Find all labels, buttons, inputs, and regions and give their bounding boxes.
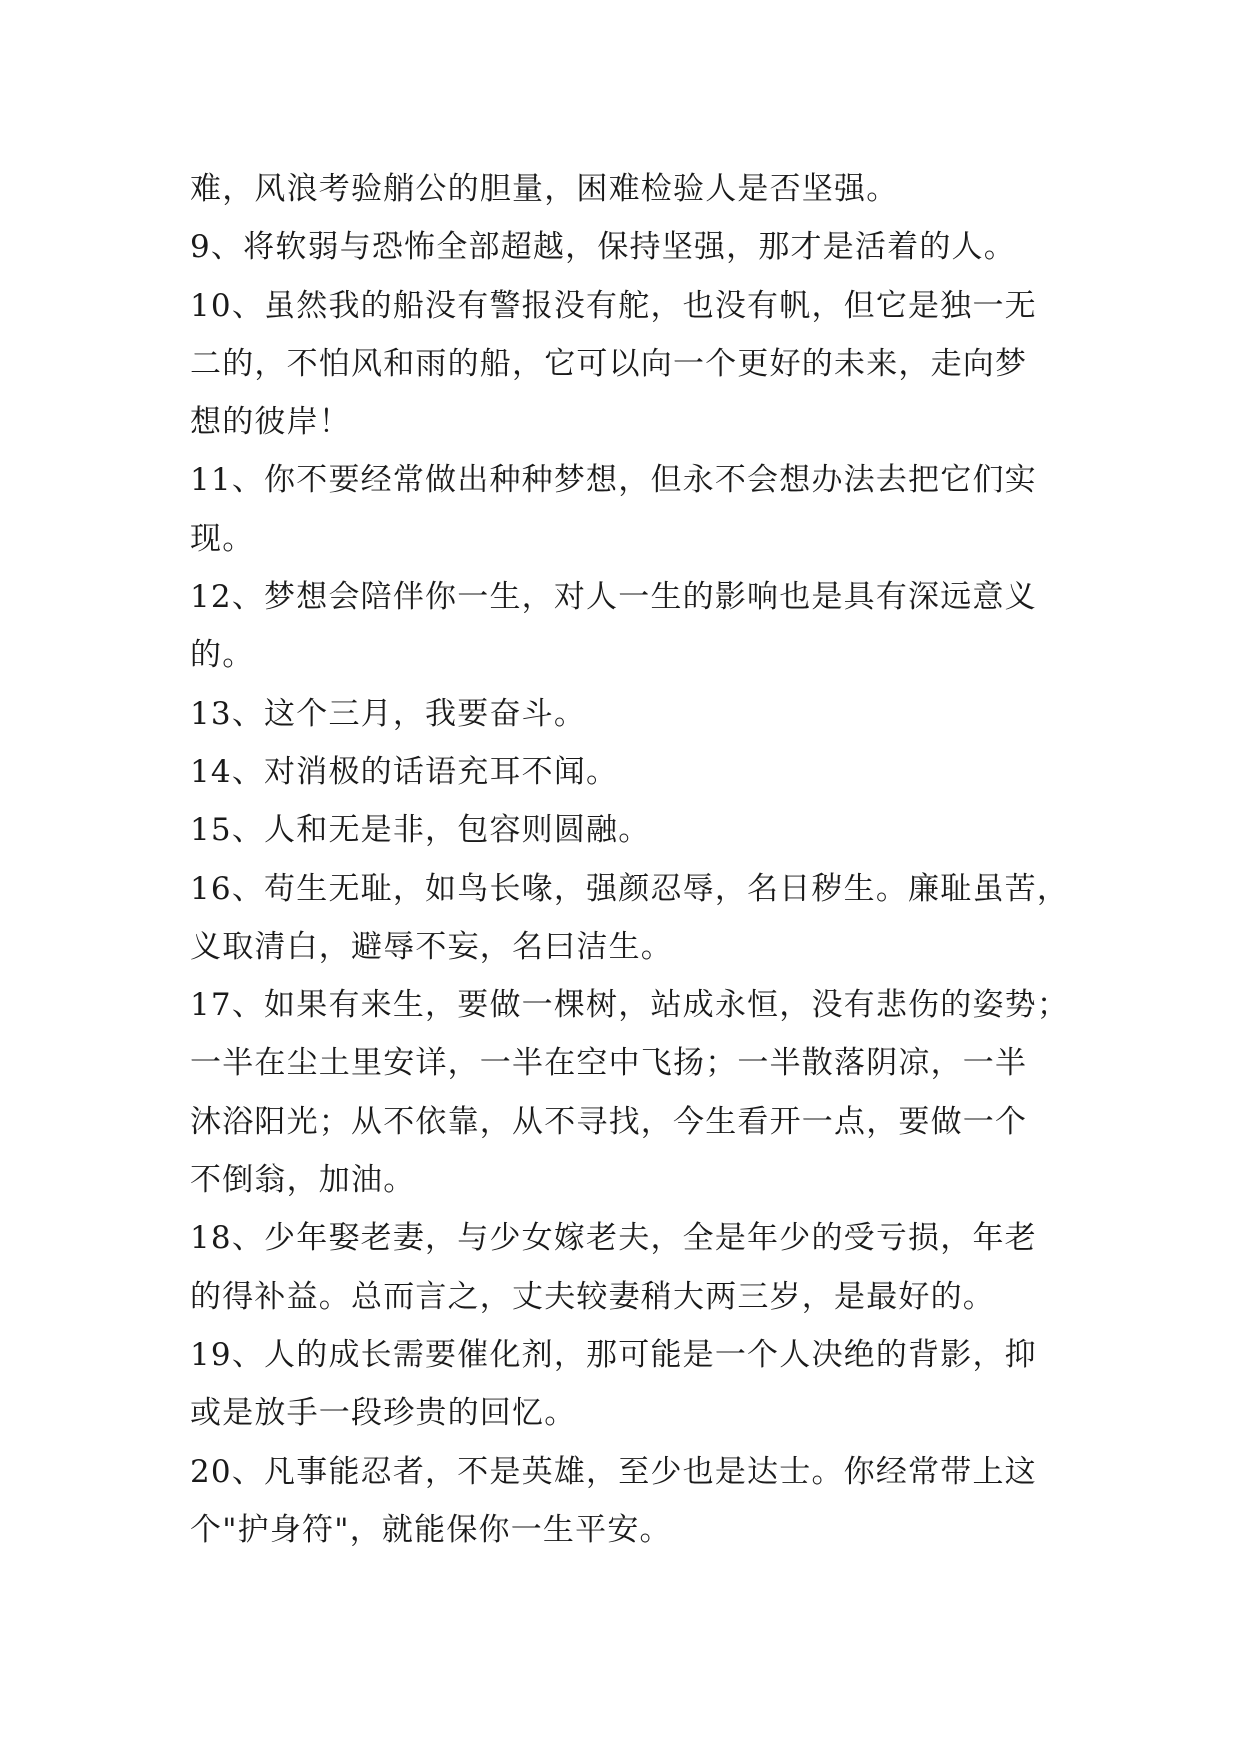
text-line: 想的彼岸！ xyxy=(190,404,351,441)
text-line: 11、你不要经常做出种种梦想，但永不会想办法去把它们实 xyxy=(190,462,1037,499)
text-line: 难，风浪考验艄公的胆量，困难检验人是否坚强。 xyxy=(190,171,899,207)
text-line: 的。 xyxy=(190,637,255,674)
text-line: 13、这个三月，我要奋斗。 xyxy=(190,695,587,732)
text-line: 16、苟生无耻，如鸟长喙，强颜忍辱，名日秽生。廉耻虽苦， xyxy=(190,870,1070,907)
text-line: 19、人的成长需要催化剂，那可能是一个人决绝的背影，抑 xyxy=(190,1336,1037,1373)
text-line: 17、如果有来生，要做一棵树，站成永恒，没有悲伤的姿势； xyxy=(190,987,1070,1024)
body-text xyxy=(190,160,1070,1559)
text-line: 二的，不怕风和雨的船，它可以向一个更好的未来，走向梦 xyxy=(190,345,1028,382)
text-line: 14、对消极的话语充耳不闻。 xyxy=(190,753,619,790)
text-line: 20、凡事能忍者，不是英雄，至少也是达士。你经常带上这 xyxy=(190,1453,1037,1490)
text-line: 不倒翁，加油。 xyxy=(190,1162,416,1199)
text-line: 15、人和无是非，包容则圆融。 xyxy=(190,812,651,849)
text-line: 10、虽然我的船没有警报没有舵，也没有帆，但它是独一无 xyxy=(190,287,1037,324)
text-line: 9、将软弱与恐怖全部超越，保持坚强，那才是活着的人。 xyxy=(190,229,1016,266)
text-line: 或是放手一段珍贵的回忆。 xyxy=(190,1395,577,1432)
text-line: 个"护身符"，就能保你一生平安。 xyxy=(190,1511,672,1548)
text-line: 现。 xyxy=(190,520,255,557)
text-line: 12、梦想会陪伴你一生，对人一生的影响也是具有深远意义 xyxy=(190,579,1037,616)
text-line: 18、少年娶老妻，与少女嫁老夫，全是年少的受亏损，年老 xyxy=(190,1220,1037,1257)
text-line: 的得补益。总而言之，丈夫较妻稍大两三岁，是最好的。 xyxy=(190,1278,995,1315)
text-line: 沐浴阳光；从不依靠，从不寻找，今生看开一点，要做一个 xyxy=(190,1103,1028,1140)
text-line: 一半在尘土里安详，一半在空中飞扬；一半散落阴凉，一半 xyxy=(190,1045,1028,1082)
text-line: 义取清白，避辱不妄，名曰洁生。 xyxy=(190,928,673,965)
